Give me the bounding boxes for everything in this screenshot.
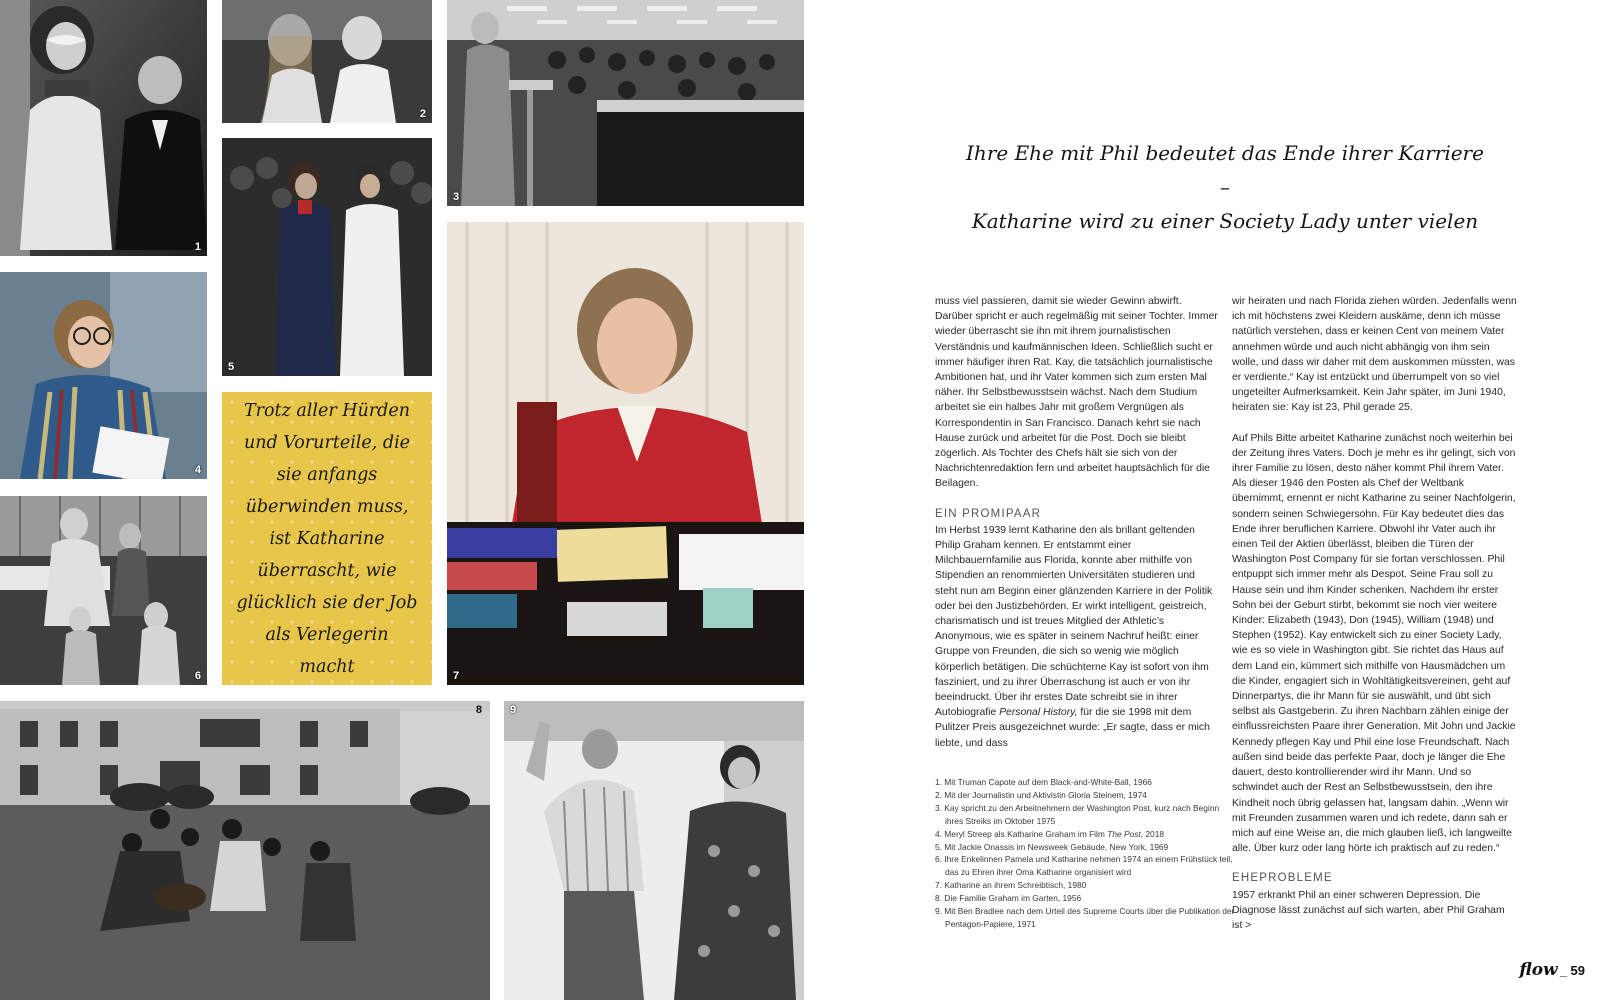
- page-footer: [1519, 960, 1585, 980]
- photo-number: 6: [194, 670, 201, 682]
- pull-quote-line-2: Katharine wird zu einer Society Lady unter vielen: [971, 209, 1479, 233]
- photo-number: 8: [475, 704, 482, 716]
- caption-item: 7. Katharine an ihrem Schreibtisch, 1980: [935, 880, 1087, 891]
- photo-gloria-steinem: [222, 0, 432, 123]
- photo-number: 2: [419, 108, 426, 120]
- photo-number: 9: [510, 704, 517, 716]
- caption-item: 8. Die Familie Graham im Garten, 1956: [935, 893, 1082, 904]
- text-column-2: [1232, 294, 1517, 933]
- photo-newsroom-speech: [447, 0, 804, 206]
- caption-item: 3. Kay spricht zu den Arbeitnehmern der Washington Post, kurz nach Beginn ihres Streiks im Oktober 1975: [935, 802, 1220, 826]
- paragraph: 1957 erkrankt Phil an einer schweren Depression. Die Diagnose lässt zunächst auf sich warten, aber Phil Graham ist >: [1232, 889, 1505, 931]
- photo-breakfast-granddaughters: [0, 496, 207, 685]
- caption-item: 1. Mit Truman Capote auf dem Black-and-White-Ball, 1966: [935, 777, 1152, 787]
- photo-number: 5: [228, 361, 235, 373]
- paragraph: muss viel passieren, damit sie wieder Gewinn abwirft. Darüber spricht er auch regelmäßig mit seiner Tochter. Immer wieder überrascht sie ihn mit ihrem journalistischen Verständnis und kaufmännischen Ideen. Schließlich sucht er immer häufiger ihren Rat. Kay, die tatsächlich journalistische Ambitionen hat, und ihr Vater kommen sich zum ersten Mal näher. Ihr Selbstbewusstsein wächst. Nach dem Studium arbeitet sie ein halbes Jahr mit großem Vergnügen als Korrespondentin in San Francisco. Danach kehrt sie nach Hause zurück und arbeitet für die Post. Doch sie bleibt zögerlich. Als Tochter des Chefs hält sie sich von der Nachrichtenredaktion fern und arbeitet hauptsächlich für die Beilagen.: [935, 296, 1218, 490]
- photo-number: 7: [453, 670, 460, 682]
- photo-meryl-streep: [0, 272, 207, 479]
- book-title: Personal History,: [999, 707, 1078, 719]
- photo-jackie-onassis: [222, 138, 432, 376]
- section-heading: EHEPROBLEME: [1232, 872, 1333, 885]
- pull-quote-line-1: Ihre Ehe mit Phil bedeutet das Ende ihrer Karriere –: [966, 141, 1484, 199]
- paragraph: Im Herbst 1939 lernt Katharine den als brillant geltenden Philip Graham kennen. Er entstammt einer Milchbauernfamilie aus Florida, konnte aber mithilfe von Stipendien an renommierten Universitäten studieren und steht nun am Beginn einer glänzenden Karriere in der Politik oder bei den Justizbehörden. Er wirkt intelligent, geistreich, charismatisch und ist treues Mitglied der Athletic’s Anonymous, wie es später in seinem Nachruf heißt: einer Gruppe von Freunden, die sich so wenig wie möglich körperlich betätigen. Die schüchterne Kay ist sofort von ihm fasziniert, und zu ihrer Überraschung ist auch er von ihr beeindruckt. Über ihr erstes Date schreibt sie in ihrer Autobiografie Personal History, für die sie 1998 mit dem Pulitzer Preis ausgezeichnet wurde: „Er sagte, dass er mich liebte, und dass: [935, 524, 1213, 749]
- photo-family-garden: [0, 701, 490, 1000]
- page-number: _ 59: [1559, 963, 1585, 978]
- pull-quote: [960, 136, 1490, 238]
- paragraph: wir heiraten und nach Florida ziehen würden. Jedenfalls wenn ich mit höchstens zwei Kleidern auskäme, denn ich müsse natürlich verstehen, dass er keinen Cent von meinem Vater annehmen würde und auch nicht abhängig von ihm sein wolle, und dass wir daher mit dem auskommen müssten, was er verdiente.“ Kay ist entzückt und überrumpelt von so viel ungeteilter Aufmerksamkeit. Kein Jahr später, im Juni 1940, heiraten sie: Kay ist 23, Phil gerade 25.: [1232, 296, 1517, 414]
- magazine-logo: flow: [1519, 960, 1558, 980]
- film-title: The Post: [1107, 828, 1141, 839]
- photo-number: 3: [453, 191, 460, 203]
- caption-item: 2. Mit der Journalistin und Aktivistin Gloria Steinem, 1974: [935, 789, 1147, 800]
- quote-card-text: Trotz aller Hürden und Vorurteile, die sie anfangs überwinden muss, ist Katharine überrascht, wie glücklich sie der Job als Verlegerin macht: [236, 400, 418, 677]
- photo-number: 4: [194, 464, 201, 476]
- quote-card: [222, 392, 432, 685]
- caption-item: 4. Meryl Streep als Katharine Graham im Film The Post, 2018: [935, 828, 1165, 839]
- text-column-1: [935, 294, 1220, 751]
- section-heading: EIN PROMIPAAR: [935, 507, 1042, 520]
- photo-at-desk: [447, 222, 804, 685]
- caption-item: 6. Ihre Enkelinnen Pamela und Katharine nehmen 1974 an einem Frühstück teil, das zu Ehren ihrer Oma Katharine organisiert wird: [935, 854, 1233, 878]
- paragraph: Auf Phils Bitte arbeitet Katharine zunächst noch weiterhin bei der Zeitung ihres Vaters. Doch je mehr es ihr gelingt, sich von ihrer Familie zu lösen, desto näher kommt Phil ihrem Vater. Als dieser 1946 den Posten als Chef der Weltbank übernimmt, ernennt er nicht Katharine zu seiner Nachfolgerin, sondern seinen Schwiegersohn. Für Kay bedeutet dies das Ende ihrer beruflichen Karriere. Obwohl ihr Vater auch ihr einen Teil der Aktien überlässt, bleiben die Türen der Washington Post Company für sie fortan verschlossen. Phil entpuppt sich immer mehr als Despot. Seine Frau soll zu Hause sein und ihm Kinder schenken. Nachdem ihr erster Sohn bei der Geburt stirbt, bekommt sie noch vier weitere Kinder: Elizabeth (1943), Don (1945), William (1948) und Stephen (1952). Kay entwickelt sich zu einer Society Lady, wie es so viele in Washington gibt. Sie richtet das Haus auf dem Land ein, kümmert sich mithilfe von Hausmädchen um die Kinder, engagiert sich in Wohltätigkeitsvereinen, geht auf Dinnerpartys, die ihr Mann für sie auswählt, und übt sich selbst als Gastgeberin. Zu ihren Nachbarn zählen einige der einflussreichsten Paare ihrer Generation. Mit John und Jackie Kennedy pflegen Kay und Phil eine lose Freundschaft. Nach außen sind beide das perfekte Paar, doch je länger die Ehe dauert, desto kontrollierender wird ihr Mann. Und so schwindet auch der Rest an Selbstbewusstsein, den ihre Kindheit noch übrig gelassen hat, langsam dahin. „Wenn wir mit Freunden zusammen waren und ich redete, dann sah er mich auf eine Weise an, die mich glauben ließ, ich langweilte alle. Über kurz oder lang hörte ich praktisch auf zu reden.“: [1232, 432, 1516, 855]
- caption-item: 5. Mit Jackie Onassis im Newsweek Gebäude, New York, 1969: [935, 841, 1169, 852]
- photo-capote-ball: [0, 0, 207, 256]
- photo-number: 1: [194, 241, 201, 253]
- photo-captions: [935, 776, 1235, 931]
- caption-item: 9. Mit Ben Bradlee nach dem Urteil des Supreme Courts über die Publikation der Pentagon-Papiere, 1971: [935, 906, 1235, 929]
- photo-ben-bradlee: [504, 701, 804, 1000]
